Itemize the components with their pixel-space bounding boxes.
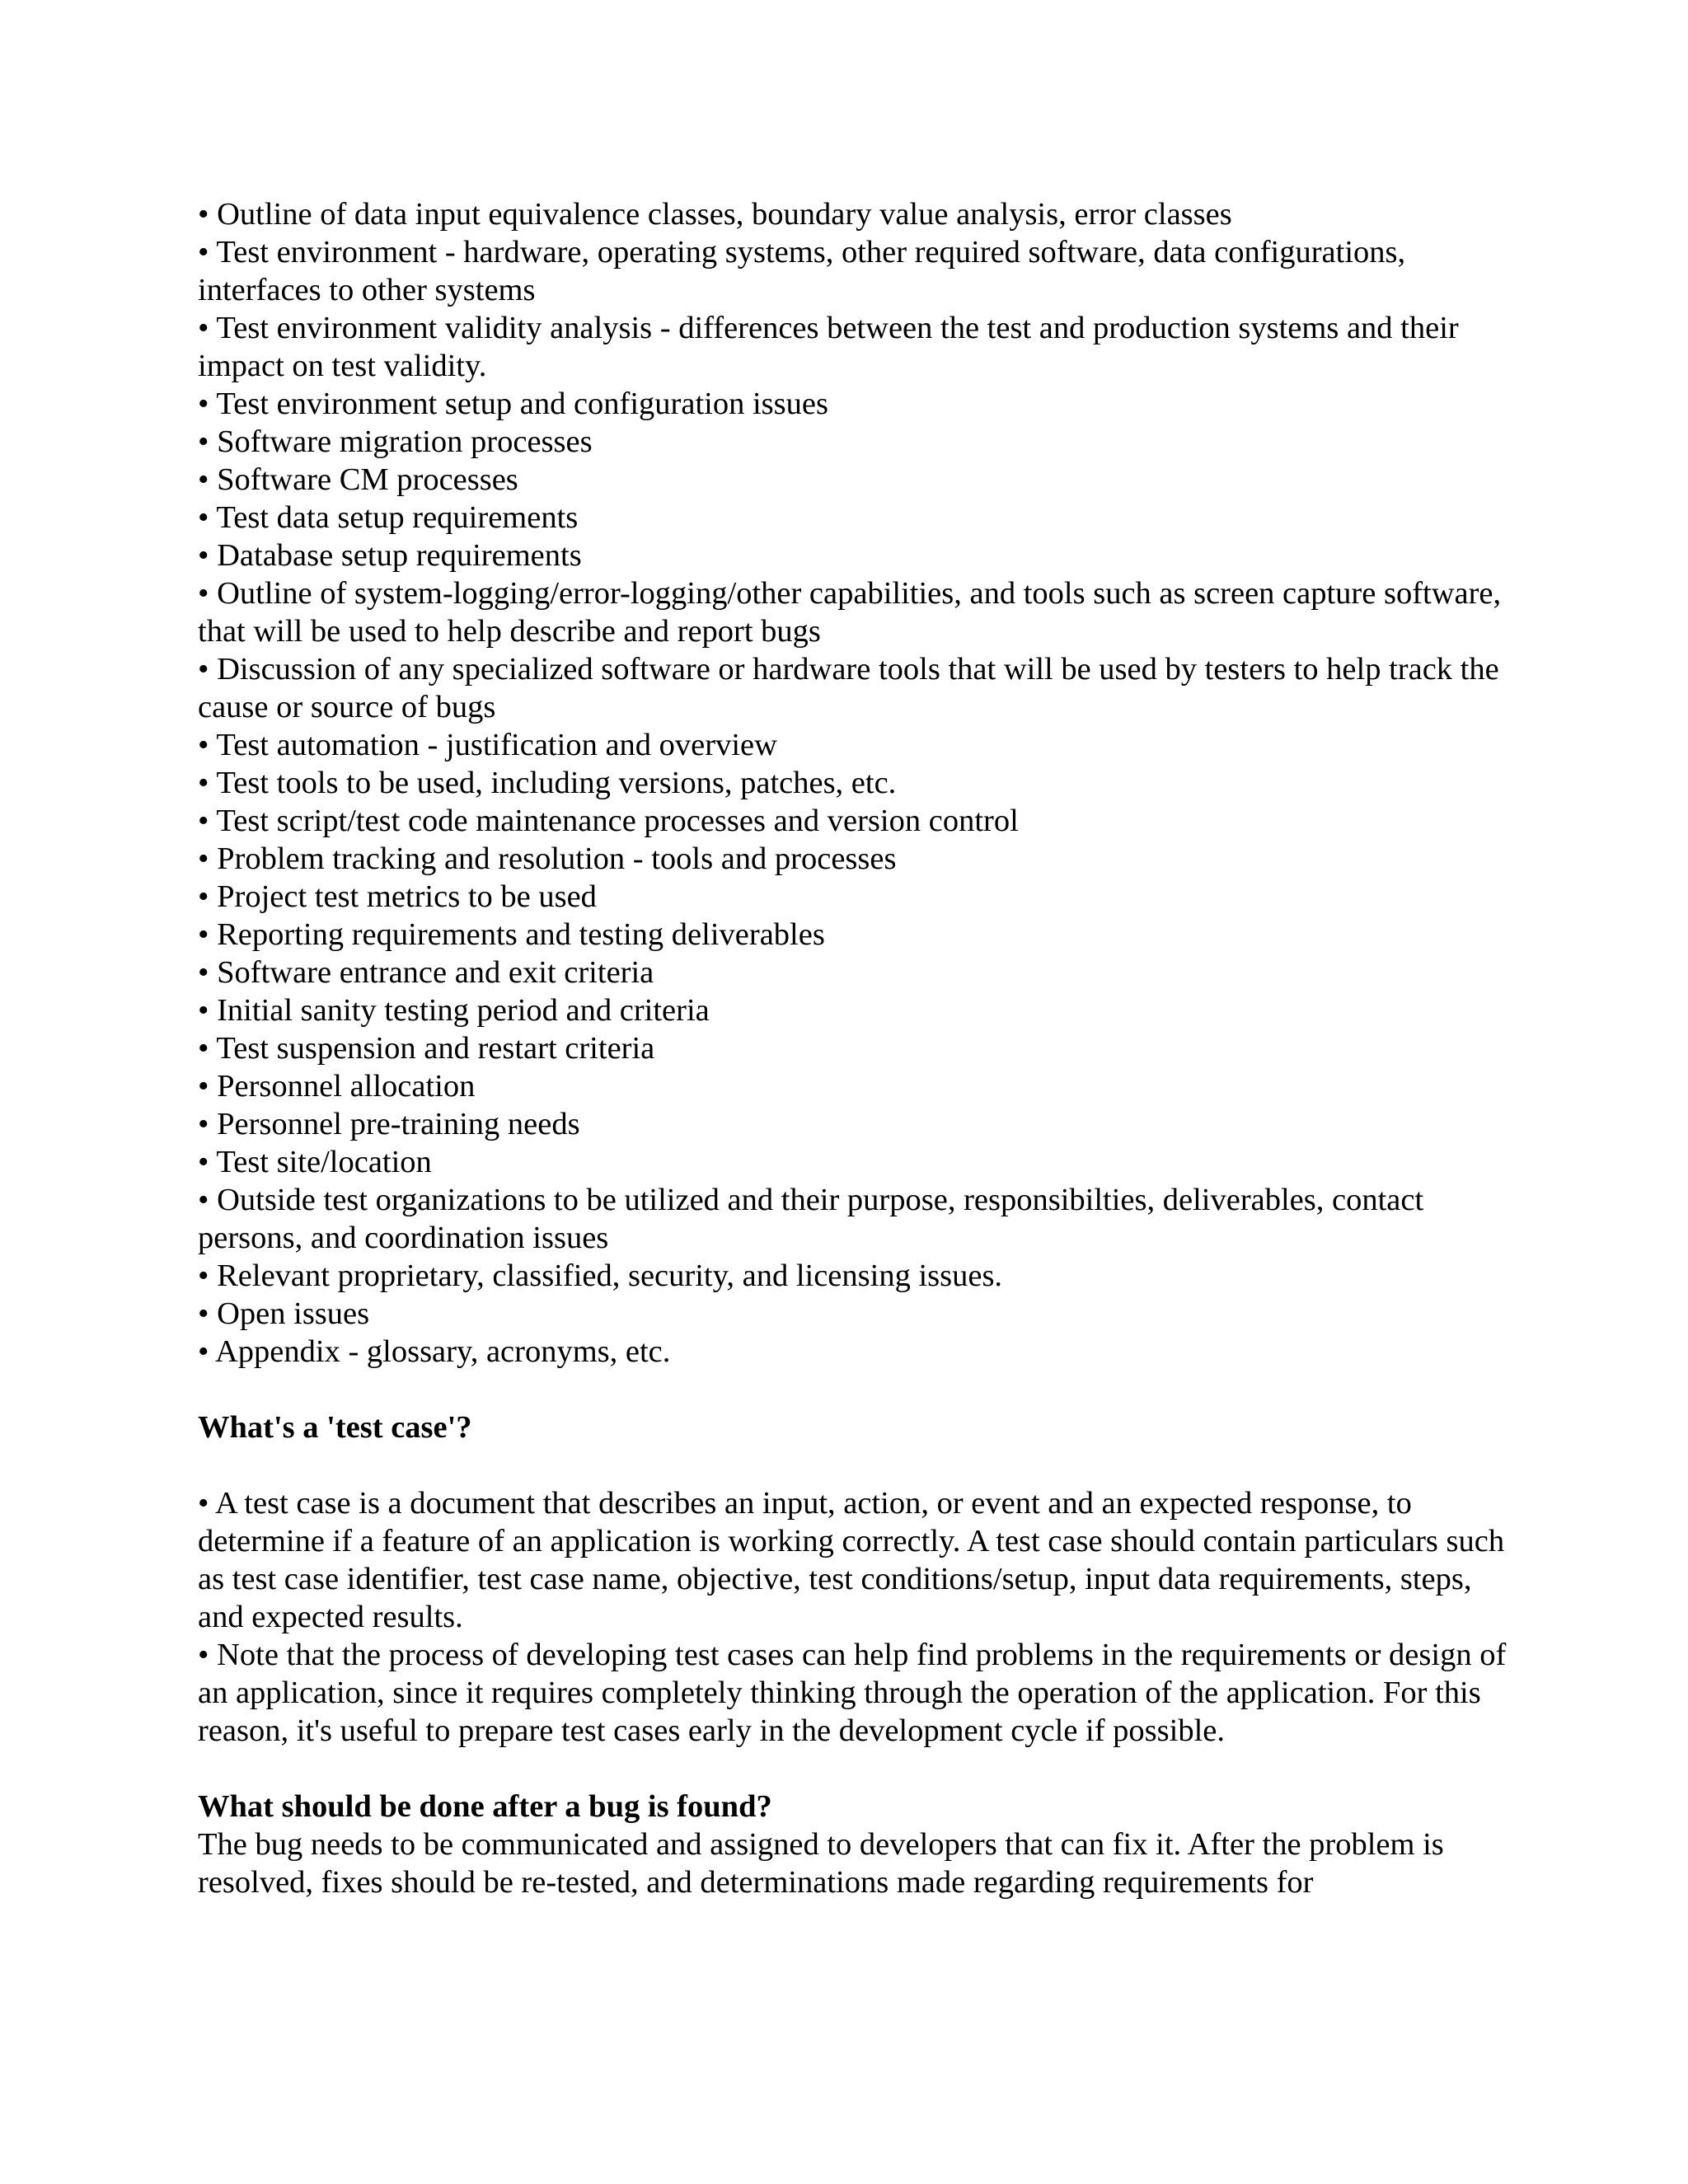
section-heading-test-case: What's a 'test case'? — [198, 1410, 472, 1445]
list-item: • Software CM processes — [198, 462, 518, 497]
list-item: • Appendix - glossary, acronyms, etc. — [198, 1334, 671, 1369]
paragraph: • A test case is a document that describes an input, action, or event and an expected response, to determine if a feature of an application is working correctly. A test case should contain particulars such as test case identifier, test case name, objective, test conditions/setup, input data requirements, steps, and expected results. — [198, 1486, 1505, 1634]
list-item: • Project test metrics to be used — [198, 879, 597, 914]
list-item: • Test environment - hardware, operating systems, other required software, data configurations, interfaces to other systems — [198, 235, 1406, 307]
list-item: • Outline of system-logging/error-logging/other capabilities, and tools such as screen capture software, that will be used to help describe and report bugs — [198, 576, 1502, 649]
list-item: • Test automation - justification and overview — [198, 728, 777, 762]
list-item: • Initial sanity testing period and criteria — [198, 993, 710, 1028]
list-item: • Relevant proprietary, classified, security, and licensing issues. — [198, 1258, 1003, 1293]
list-item: • Problem tracking and resolution - tools and processes — [198, 841, 897, 876]
list-item: • Open issues — [198, 1296, 370, 1331]
list-item: • Outside test organizations to be utilized and their purpose, responsibilties, deliverables, contact persons, and coordination issues — [198, 1183, 1424, 1255]
list-item: • Reporting requirements and testing deliverables — [198, 917, 825, 952]
list-item: • Software migration processes — [198, 424, 593, 459]
list-item: • Outline of data input equivalence classes, boundary value analysis, error classes — [198, 197, 1232, 232]
list-item: • Database setup requirements — [198, 538, 582, 573]
paragraph: The bug needs to be communicated and assigned to developers that can fix it. After the problem is resolved, fixes should be re-tested, and determinations made regarding requirements for — [198, 1827, 1444, 1900]
list-item: • Test environment setup and configuration issues — [198, 387, 828, 421]
list-item: • Test tools to be used, including versions, patches, etc. — [198, 766, 897, 800]
list-item: • Test suspension and restart criteria — [198, 1031, 655, 1066]
list-item: • Personnel pre-training needs — [198, 1107, 580, 1141]
spacer — [198, 1371, 1517, 1408]
spacer — [198, 1750, 1517, 1788]
document-page — [198, 195, 1517, 1901]
list-item: • Test script/test code maintenance processes and version control — [198, 804, 1019, 838]
bullet-list-top — [198, 195, 1517, 1371]
section-heading-bug-found: What should be done after a bug is found? — [198, 1789, 772, 1824]
list-item: • Discussion of any specialized software or hardware tools that will be used by testers to help track the cause or source of bugs — [198, 652, 1499, 724]
list-item: • Software entrance and exit criteria — [198, 955, 654, 990]
list-item: • Personnel allocation — [198, 1069, 476, 1104]
list-item: • Test data setup requirements — [198, 500, 579, 535]
paragraph: • Note that the process of developing test cases can help find problems in the requirements or design of an application, since it requires completely thinking through the operation of the application. For this reason, it's useful to prepare test cases early in the development cycle if possible. — [198, 1638, 1507, 1748]
test-case-paragraphs — [198, 1484, 1517, 1750]
list-item: • Test site/location — [198, 1145, 432, 1179]
list-item: • Test environment validity analysis - differences between the test and production systems and their impact on test validity. — [198, 311, 1459, 383]
spacer — [198, 1446, 1517, 1484]
